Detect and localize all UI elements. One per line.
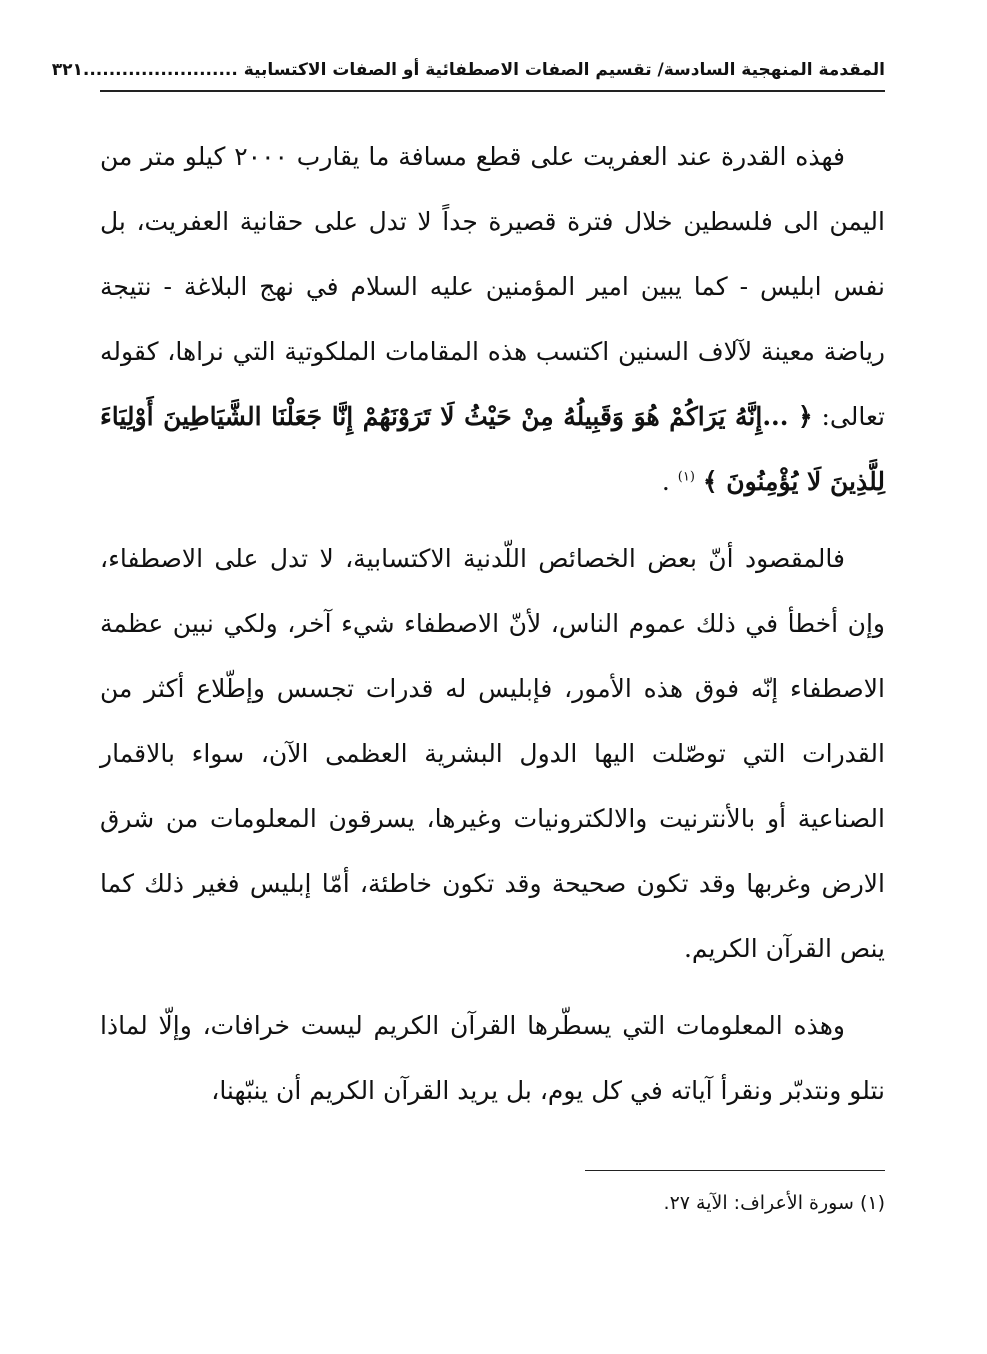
paragraph-3: وهذه المعلومات التي يسطّرها القرآن الكريم ليست خرافات، وإلّا لماذا نتلو ونتدبّر ونقرأ آياته في كل يوم، بل يريد القرآن الكريم أن ينبّهنا، xyxy=(100,1011,885,1105)
footnote-reference[interactable]: (١) xyxy=(677,469,695,485)
quran-verse: ﴿ ...إِنَّهُ يَرَاكُمْ هُوَ وَقَبِيلُهُ مِنْ حَيْثُ لَا تَرَوْنَهُمْ إِنَّا جَعَلْنَا الشَّيَاطِينَ أَوْلِيَاءَ لِلَّذِينَ لَا يُؤْمِنُونَ ﴾ xyxy=(100,402,885,496)
running-header xyxy=(51,50,885,92)
main-text xyxy=(100,124,885,1135)
paragraph-2: فالمقصود أنّ بعض الخصائص اللّدنية الاكتسابية، لا تدل على الاصطفاء، وإن أخطأ في ذلك عموم الناس، لأنّ الاصطفاء شيء آخر، ولكي نبين عظمة الاصطفاء إنّه فوق هذه الأمور، فإبليس له قدرات تجسس وإطّلاع أكثر من القدرات التي توصّلت اليها الدول البشرية العظمى الآن، سواء بالاقمار الصناعية أو بالأنترنيت والالكترونيات وغيرها، يسرقون المعلومات من شرق الارض وغربها وقد تكون صحيحة وقد تكون خاطئة، أمّا إبليس فغير ذلك كما ينص القرآن الكريم. xyxy=(100,544,885,963)
header-title: المقدمة المنهجية السادسة/ تقسيم الصفات الاصطفائية أو الصفات الاكتسابية ........................ xyxy=(82,60,885,80)
paragraph-1-end: . xyxy=(661,467,670,496)
footnote-divider xyxy=(585,1170,885,1171)
page-number: ٣٢١ xyxy=(51,60,83,80)
paragraph-1-text: فهذه القدرة عند العفريت على قطع مسافة ما يقارب ٢٠٠٠ كيلو متر من اليمن الى فلسطين خلال فترة قصيرة جداً لا تدل على حقانية العفريت، بل نفس ابليس - كما يبين امير المؤمنين عليه السلام في نهج البلاغة - نتيجة رياضة معينة لآلاف السنين اكتسب هذه المقامات الملكوتية التي نراها، كقوله تعالى: xyxy=(100,142,885,431)
paragraph-1 xyxy=(100,124,885,514)
footnote: (١) سورة الأعراف: الآية ٢٧. xyxy=(663,1192,885,1214)
